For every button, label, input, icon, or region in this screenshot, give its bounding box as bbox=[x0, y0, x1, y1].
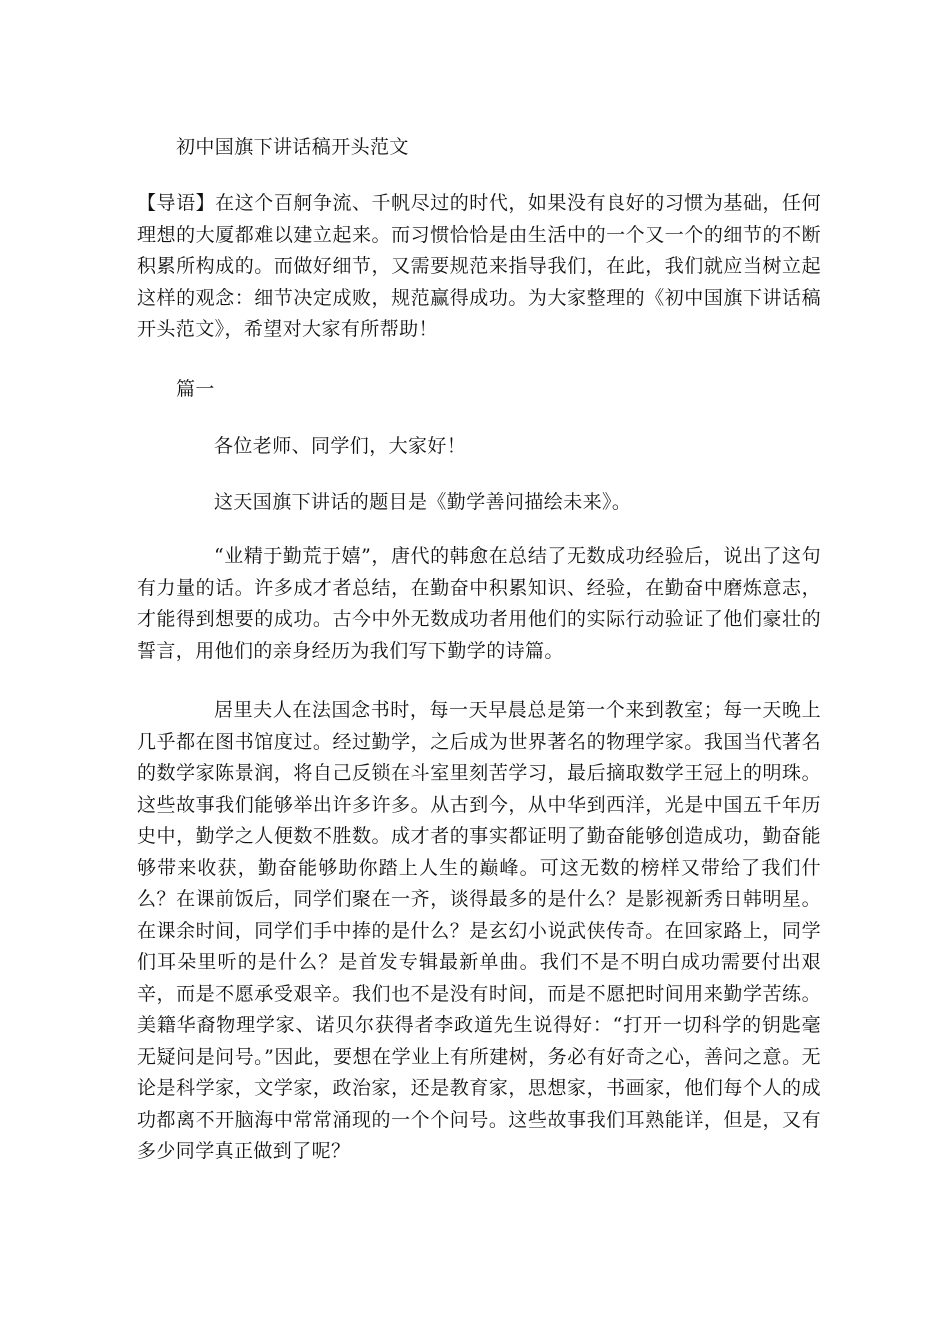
document-title: 初中国旗下讲话稿开头范文 bbox=[176, 136, 409, 158]
section-heading: 篇一 bbox=[176, 378, 215, 400]
body-paragraph-1: “业精于勤荒于嬉”，唐代的韩愈在总结了无数成功经验后，说出了这句有力量的话。许多成才者总结，在勤奋中积累知识、经验，在勤奋中磨炼意志，才能得到想要的成功。古今中外无数成功者用他们的实际行动验证了他们豪壮的誓言，用他们的亲身经历为我们写下勤学的诗篇。 bbox=[137, 545, 821, 662]
body-paragraph-2: 居里夫人在法国念书时，每一天早晨总是第一个来到教室；每一天晚上几乎都在图书馆度过。经过勤学，之后成为世界著名的物理学家。我国当代著名的数学家陈景润，将自己反锁在斗室里刻苦学习，最后摘取数学王冠上的明珠。这些故事我们能够举出许多许多。从古到今，从中华到西洋，光是中国五千年历史中，勤学之人便数不胜数。成才者的事实都证明了勤奋能够创造成功，勤奋能够带来收获，勤奋能够助你踏上人生的巅峰。可这无数的榜样又带给了我们什么？在课前饭后，同学们聚在一齐，谈得最多的是什么？是影视新秀日韩明星。在课余时间，同学们手中捧的是什么？是玄幻小说武侠传奇。在回家路上，同学们耳朵里听的是什么？是首发专辑最新单曲。我们不是不明白成功需要付出艰辛，而是不愿承受艰辛。我们也不是没有时间，而是不愿把时间用来勤学苦练。美籍华裔物理学家、诺贝尔获得者李政道先生说得好：“打开一切科学的钥匙毫无疑问是问号。”因此，要想在学业上有所建树，务必有好奇之心，善问之意。无论是科学家，文学家，政治家，还是教育家，思想家，书画家，他们每个人的成功都离不开脑海中常常涌现的一个个问号。这些故事我们耳熟能详，但是，又有多少同学真正做到了呢？ bbox=[137, 699, 821, 1162]
topic-line: 这天国旗下讲话的题目是《勤学善问描绘未来》。 bbox=[214, 491, 632, 513]
intro-paragraph: 【导语】在这个百舸争流、千帆尽过的时代，如果没有良好的习惯为基础，任何理想的大厦都难以建立起来。而习惯恰恰是由生活中的一个又一个的细节的不断积累所构成的。而做好细节，又需要规范来指导我们，在此，我们就应当树立起这样的观念：细节决定成败，规范赢得成功。为大家整理的《初中国旗下讲话稿开头范文》，希望对大家有所帮助！ bbox=[137, 192, 821, 340]
greeting-line: 各位老师、同学们，大家好！ bbox=[214, 435, 467, 457]
